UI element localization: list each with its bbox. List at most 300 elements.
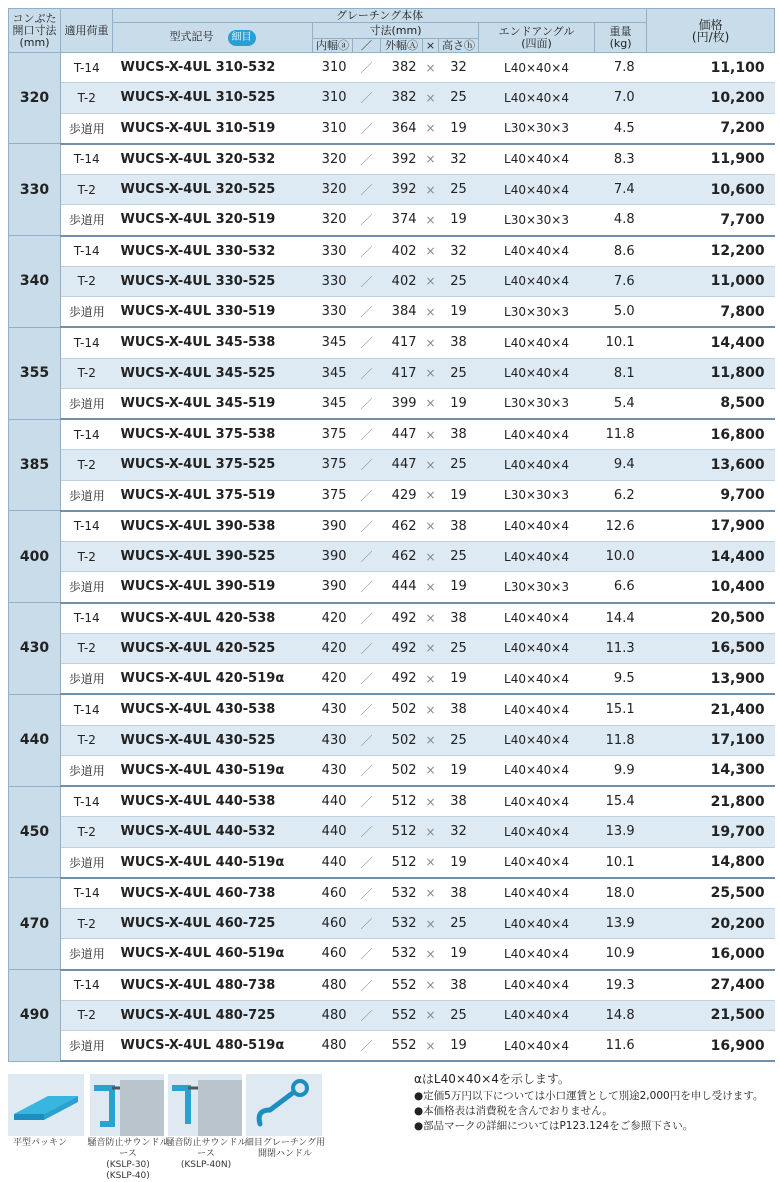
model-code-cell: WUCS-X-4UL 480-519α: [113, 1031, 313, 1062]
end-angle-cell: L40×40×4: [479, 144, 595, 175]
outer-width-cell: 532: [381, 878, 423, 909]
inner-width-cell: 375: [313, 450, 353, 480]
weight-cell: 15.1: [595, 694, 647, 725]
alpha-note: αはL40×40×4を示します。: [414, 1072, 570, 1086]
price-cell: 16,000: [647, 939, 775, 970]
outer-width-cell: 392: [381, 175, 423, 205]
outer-width-cell: 462: [381, 542, 423, 572]
times-cell: ×: [423, 297, 439, 328]
header-height: 高さⓗ: [439, 39, 479, 53]
load-cell: T-2: [61, 450, 113, 480]
times-cell: ×: [423, 480, 439, 511]
height-cell: 38: [439, 694, 479, 725]
weight-cell: 10.0: [595, 542, 647, 572]
outer-width-cell: 364: [381, 113, 423, 144]
price-cell: 27,400: [647, 970, 775, 1001]
caption-sound-loose-30-40: 騒音防止サウンドルース (KSLP-30) (KSLP-40): [87, 1138, 169, 1181]
height-cell: 38: [439, 970, 479, 1001]
model-code-cell: WUCS-X-4UL 440-538: [113, 786, 313, 817]
load-cell: T-2: [61, 633, 113, 663]
load-cell: 歩道用: [61, 480, 113, 511]
outer-width-cell: 444: [381, 572, 423, 603]
price-cell: 7,200: [647, 113, 775, 144]
model-code-cell: WUCS-X-4UL 310-525: [113, 83, 313, 113]
outer-width-cell: 392: [381, 144, 423, 175]
opening-handle-image: [246, 1074, 322, 1136]
load-cell: T-14: [61, 878, 113, 909]
table-row: [9, 266, 775, 296]
height-cell: 25: [439, 358, 479, 388]
header-sep: ／: [353, 39, 381, 53]
end-angle-cell: L40×40×4: [479, 817, 595, 847]
sound-loose-30-40-image: [90, 1074, 164, 1136]
height-cell: 19: [439, 664, 479, 695]
times-cell: ×: [423, 755, 439, 786]
outer-width-cell: 532: [381, 939, 423, 970]
weight-cell: 13.9: [595, 909, 647, 939]
outer-width-cell: 552: [381, 970, 423, 1001]
price-cell: 21,400: [647, 694, 775, 725]
model-code-cell: WUCS-X-4UL 460-519α: [113, 939, 313, 970]
load-cell: T-2: [61, 817, 113, 847]
model-code-cell: WUCS-X-4UL 345-525: [113, 358, 313, 388]
weight-cell: 5.4: [595, 388, 647, 419]
load-cell: 歩道用: [61, 572, 113, 603]
inner-width-cell: 480: [313, 1000, 353, 1030]
end-angle-cell: L40×40×4: [479, 511, 595, 542]
load-cell: T-2: [61, 358, 113, 388]
end-angle-cell: L40×40×4: [479, 970, 595, 1001]
outer-width-cell: 492: [381, 603, 423, 634]
separator-cell: ／: [353, 450, 381, 480]
end-angle-cell: L40×40×4: [479, 358, 595, 388]
outer-width-cell: 374: [381, 205, 423, 236]
weight-cell: 19.3: [595, 970, 647, 1001]
model-code-cell: WUCS-X-4UL 390-519: [113, 572, 313, 603]
price-cell: 13,900: [647, 664, 775, 695]
times-cell: ×: [423, 419, 439, 450]
price-cell: 10,400: [647, 572, 775, 603]
height-cell: 19: [439, 113, 479, 144]
model-code-cell: WUCS-X-4UL 390-538: [113, 511, 313, 542]
model-code-cell: WUCS-X-4UL 375-538: [113, 419, 313, 450]
inner-width-cell: 330: [313, 266, 353, 296]
load-cell: T-14: [61, 786, 113, 817]
load-cell: T-2: [61, 909, 113, 939]
load-cell: T-14: [61, 511, 113, 542]
weight-cell: 11.8: [595, 725, 647, 755]
notes: [414, 1072, 778, 1134]
weight-cell: 8.1: [595, 358, 647, 388]
separator-cell: ／: [353, 419, 381, 450]
end-angle-cell: L40×40×4: [479, 450, 595, 480]
footer: [0, 1066, 780, 1181]
caption-sound-loose-40n: 騒音防止サウンドルース (KSLP-40N): [165, 1138, 247, 1170]
outer-width-cell: 552: [381, 1000, 423, 1030]
price-cell: 7,800: [647, 297, 775, 328]
opening-size-cell: 320: [9, 53, 61, 144]
inner-width-cell: 375: [313, 419, 353, 450]
price-cell: 16,800: [647, 419, 775, 450]
end-angle-cell: L40×40×4: [479, 633, 595, 663]
times-cell: ×: [423, 358, 439, 388]
separator-cell: ／: [353, 725, 381, 755]
weight-cell: 18.0: [595, 878, 647, 909]
outer-width-cell: 532: [381, 909, 423, 939]
outer-width-cell: 402: [381, 236, 423, 267]
times-cell: ×: [423, 664, 439, 695]
header-weight: 重量 (kg): [595, 23, 647, 53]
header-model-label: 型式記号: [169, 29, 214, 43]
separator-cell: ／: [353, 113, 381, 144]
inner-width-cell: 430: [313, 755, 353, 786]
table-row: [9, 633, 775, 663]
model-code-cell: WUCS-X-4UL 330-525: [113, 266, 313, 296]
weight-cell: 7.0: [595, 83, 647, 113]
inner-width-cell: 430: [313, 725, 353, 755]
inner-width-cell: 310: [313, 53, 353, 83]
inner-width-cell: 345: [313, 327, 353, 358]
table-row: [9, 847, 775, 878]
separator-cell: ／: [353, 144, 381, 175]
table-body: [9, 53, 775, 1062]
load-cell: T-14: [61, 144, 113, 175]
load-cell: 歩道用: [61, 205, 113, 236]
opening-size-cell: 400: [9, 511, 61, 603]
weight-cell: 8.6: [595, 236, 647, 267]
model-code-cell: WUCS-X-4UL 420-519α: [113, 664, 313, 695]
model-code-cell: WUCS-X-4UL 375-519: [113, 480, 313, 511]
inner-width-cell: 330: [313, 236, 353, 267]
table-row: [9, 480, 775, 511]
times-cell: ×: [423, 113, 439, 144]
times-cell: ×: [423, 939, 439, 970]
height-cell: 19: [439, 480, 479, 511]
weight-cell: 13.9: [595, 817, 647, 847]
separator-cell: ／: [353, 542, 381, 572]
end-angle-cell: L30×30×3: [479, 205, 595, 236]
end-angle-cell: L30×30×3: [479, 388, 595, 419]
price-cell: 8,500: [647, 388, 775, 419]
times-cell: ×: [423, 1031, 439, 1062]
fine-mesh-badge: 細目: [228, 30, 256, 46]
times-cell: ×: [423, 144, 439, 175]
outer-width-cell: 417: [381, 327, 423, 358]
table-row: [9, 327, 775, 358]
height-cell: 19: [439, 1031, 479, 1062]
table-row: [9, 419, 775, 450]
model-code-cell: WUCS-X-4UL 460-725: [113, 909, 313, 939]
end-angle-cell: L40×40×4: [479, 786, 595, 817]
outer-width-cell: 429: [381, 480, 423, 511]
model-code-cell: WUCS-X-4UL 430-538: [113, 694, 313, 725]
separator-cell: ／: [353, 175, 381, 205]
weight-cell: 10.1: [595, 847, 647, 878]
separator-cell: ／: [353, 694, 381, 725]
load-cell: T-2: [61, 1000, 113, 1030]
price-cell: 20,500: [647, 603, 775, 634]
model-code-cell: WUCS-X-4UL 310-532: [113, 53, 313, 83]
table-row: [9, 511, 775, 542]
weight-cell: 7.6: [595, 266, 647, 296]
times-cell: ×: [423, 633, 439, 663]
times-cell: ×: [423, 542, 439, 572]
end-angle-cell: L30×30×3: [479, 113, 595, 144]
inner-width-cell: 440: [313, 817, 353, 847]
separator-cell: ／: [353, 327, 381, 358]
opening-size-cell: 340: [9, 236, 61, 328]
table-row: [9, 297, 775, 328]
height-cell: 38: [439, 603, 479, 634]
load-cell: 歩道用: [61, 664, 113, 695]
height-cell: 25: [439, 266, 479, 296]
header-inner: 内幅ⓐ: [313, 39, 353, 53]
price-cell: 10,200: [647, 83, 775, 113]
outer-width-cell: 417: [381, 358, 423, 388]
outer-width-cell: 552: [381, 1031, 423, 1062]
times-cell: ×: [423, 388, 439, 419]
model-code-cell: WUCS-X-4UL 420-538: [113, 603, 313, 634]
end-angle-cell: L40×40×4: [479, 53, 595, 83]
end-angle-cell: L40×40×4: [479, 878, 595, 909]
end-angle-cell: L40×40×4: [479, 1031, 595, 1062]
times-cell: ×: [423, 878, 439, 909]
model-code-cell: WUCS-X-4UL 480-725: [113, 1000, 313, 1030]
height-cell: 25: [439, 542, 479, 572]
model-code-cell: WUCS-X-4UL 310-519: [113, 113, 313, 144]
price-cell: 16,500: [647, 633, 775, 663]
end-angle-cell: L40×40×4: [479, 1000, 595, 1030]
price-cell: 14,300: [647, 755, 775, 786]
weight-cell: 11.6: [595, 1031, 647, 1062]
load-cell: 歩道用: [61, 113, 113, 144]
end-angle-cell: L40×40×4: [479, 327, 595, 358]
weight-cell: 14.8: [595, 1000, 647, 1030]
outer-width-cell: 502: [381, 725, 423, 755]
opening-size-cell: 355: [9, 327, 61, 419]
price-cell: 10,600: [647, 175, 775, 205]
weight-cell: 7.8: [595, 53, 647, 83]
times-cell: ×: [423, 694, 439, 725]
height-cell: 25: [439, 1000, 479, 1030]
height-cell: 19: [439, 847, 479, 878]
inner-width-cell: 460: [313, 878, 353, 909]
end-angle-cell: L40×40×4: [479, 694, 595, 725]
outer-width-cell: 512: [381, 847, 423, 878]
inner-width-cell: 440: [313, 847, 353, 878]
table-row: [9, 1000, 775, 1030]
inner-width-cell: 420: [313, 664, 353, 695]
height-cell: 32: [439, 53, 479, 83]
outer-width-cell: 492: [381, 664, 423, 695]
separator-cell: ／: [353, 236, 381, 267]
end-angle-cell: L40×40×4: [479, 664, 595, 695]
load-cell: 歩道用: [61, 755, 113, 786]
load-cell: T-2: [61, 83, 113, 113]
inner-width-cell: 345: [313, 358, 353, 388]
price-cell: 14,400: [647, 542, 775, 572]
load-cell: 歩道用: [61, 297, 113, 328]
separator-cell: ／: [353, 572, 381, 603]
caption-flat-packing: 平型パッキン: [13, 1138, 67, 1148]
note-item: ●定価5万円以下については小口運賃として別途2,000円を申し受けます。: [414, 1090, 764, 1102]
end-angle-cell: L40×40×4: [479, 236, 595, 267]
times-cell: ×: [423, 236, 439, 267]
header-dimensions: 寸法(mm): [313, 23, 479, 39]
price-cell: 25,500: [647, 878, 775, 909]
inner-width-cell: 420: [313, 633, 353, 663]
opening-size-cell: 470: [9, 878, 61, 970]
weight-cell: 15.4: [595, 786, 647, 817]
load-cell: T-2: [61, 175, 113, 205]
table-row: [9, 388, 775, 419]
header-end-angle: エンドアングル (四面): [479, 23, 595, 53]
model-code-cell: WUCS-X-4UL 460-738: [113, 878, 313, 909]
height-cell: 32: [439, 236, 479, 267]
table-row: [9, 1031, 775, 1062]
separator-cell: ／: [353, 83, 381, 113]
inner-width-cell: 460: [313, 909, 353, 939]
table-row: [9, 113, 775, 144]
separator-cell: ／: [353, 205, 381, 236]
separator-cell: ／: [353, 664, 381, 695]
height-cell: 25: [439, 725, 479, 755]
height-cell: 25: [439, 450, 479, 480]
times-cell: ×: [423, 53, 439, 83]
model-code-cell: WUCS-X-4UL 345-538: [113, 327, 313, 358]
model-code-cell: WUCS-X-4UL 440-532: [113, 817, 313, 847]
load-cell: 歩道用: [61, 1031, 113, 1062]
outer-width-cell: 399: [381, 388, 423, 419]
model-code-cell: WUCS-X-4UL 430-519α: [113, 755, 313, 786]
load-cell: T-14: [61, 603, 113, 634]
separator-cell: ／: [353, 53, 381, 83]
outer-width-cell: 462: [381, 511, 423, 542]
height-cell: 25: [439, 175, 479, 205]
separator-cell: ／: [353, 970, 381, 1001]
opening-size-cell: 385: [9, 419, 61, 511]
inner-width-cell: 390: [313, 572, 353, 603]
separator-cell: ／: [353, 847, 381, 878]
weight-cell: 8.3: [595, 144, 647, 175]
header-grating-body: グレーチング本体: [113, 9, 647, 23]
separator-cell: ／: [353, 358, 381, 388]
outer-width-cell: 502: [381, 694, 423, 725]
end-angle-cell: L30×30×3: [479, 297, 595, 328]
load-cell: T-2: [61, 542, 113, 572]
model-code-cell: WUCS-X-4UL 320-532: [113, 144, 313, 175]
table-row: [9, 725, 775, 755]
times-cell: ×: [423, 572, 439, 603]
separator-cell: ／: [353, 1031, 381, 1062]
separator-cell: ／: [353, 939, 381, 970]
end-angle-cell: L40×40×4: [479, 939, 595, 970]
table-row: [9, 542, 775, 572]
times-cell: ×: [423, 83, 439, 113]
end-angle-cell: L30×30×3: [479, 480, 595, 511]
outer-width-cell: 512: [381, 786, 423, 817]
table-row: [9, 236, 775, 267]
price-cell: 16,900: [647, 1031, 775, 1062]
separator-cell: ／: [353, 388, 381, 419]
header-opening: コンぶた 開口寸法 (mm): [9, 9, 61, 53]
price-cell: 20,200: [647, 909, 775, 939]
inner-width-cell: 310: [313, 113, 353, 144]
weight-cell: 6.2: [595, 480, 647, 511]
height-cell: 25: [439, 633, 479, 663]
model-code-cell: WUCS-X-4UL 320-519: [113, 205, 313, 236]
height-cell: 19: [439, 205, 479, 236]
table-row: [9, 970, 775, 1001]
weight-cell: 14.4: [595, 603, 647, 634]
model-code-cell: WUCS-X-4UL 480-738: [113, 970, 313, 1001]
end-angle-cell: L40×40×4: [479, 83, 595, 113]
height-cell: 38: [439, 327, 479, 358]
load-cell: 歩道用: [61, 388, 113, 419]
table-row: [9, 450, 775, 480]
outer-width-cell: 382: [381, 83, 423, 113]
caption-opening-handle: 細目グレーチング用 開閉ハンドル: [244, 1138, 326, 1159]
times-cell: ×: [423, 786, 439, 817]
height-cell: 32: [439, 817, 479, 847]
table-row: [9, 175, 775, 205]
end-angle-cell: L40×40×4: [479, 847, 595, 878]
weight-cell: 9.9: [595, 755, 647, 786]
inner-width-cell: 430: [313, 694, 353, 725]
inner-width-cell: 310: [313, 83, 353, 113]
opening-size-cell: 490: [9, 970, 61, 1062]
table-row: [9, 878, 775, 909]
price-cell: 14,400: [647, 327, 775, 358]
opening-size-cell: 330: [9, 144, 61, 236]
end-angle-cell: L30×30×3: [479, 572, 595, 603]
model-code-cell: WUCS-X-4UL 430-525: [113, 725, 313, 755]
separator-cell: ／: [353, 909, 381, 939]
table-row: [9, 603, 775, 634]
inner-width-cell: 390: [313, 511, 353, 542]
load-cell: T-2: [61, 725, 113, 755]
opening-size-cell: 440: [9, 694, 61, 786]
table-row: [9, 939, 775, 970]
separator-cell: ／: [353, 786, 381, 817]
model-code-cell: WUCS-X-4UL 390-525: [113, 542, 313, 572]
end-angle-cell: L40×40×4: [479, 725, 595, 755]
load-cell: T-14: [61, 419, 113, 450]
inner-width-cell: 480: [313, 970, 353, 1001]
table-row: [9, 83, 775, 113]
inner-width-cell: 390: [313, 542, 353, 572]
load-cell: 歩道用: [61, 847, 113, 878]
sound-loose-40n-image: [168, 1074, 242, 1136]
table-row: [9, 53, 775, 83]
height-cell: 25: [439, 83, 479, 113]
end-angle-cell: L40×40×4: [479, 603, 595, 634]
load-cell: T-14: [61, 236, 113, 267]
height-cell: 25: [439, 909, 479, 939]
table-row: [9, 909, 775, 939]
height-cell: 19: [439, 755, 479, 786]
load-cell: T-2: [61, 266, 113, 296]
weight-cell: 11.3: [595, 633, 647, 663]
weight-cell: 9.5: [595, 664, 647, 695]
height-cell: 19: [439, 388, 479, 419]
times-cell: ×: [423, 450, 439, 480]
outer-width-cell: 512: [381, 817, 423, 847]
weight-cell: 10.9: [595, 939, 647, 970]
inner-width-cell: 460: [313, 939, 353, 970]
times-cell: ×: [423, 511, 439, 542]
header-load: 適用荷重: [61, 9, 113, 53]
